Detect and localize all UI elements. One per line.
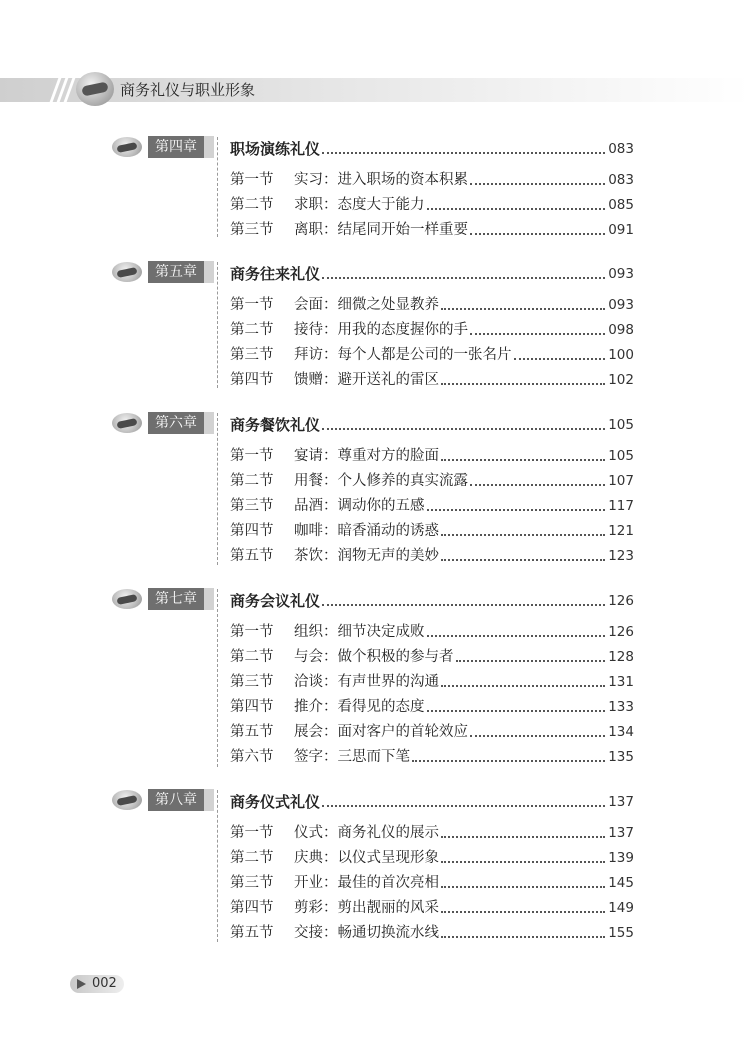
page-number: 126	[608, 593, 634, 609]
footer-page-number: 002	[92, 976, 117, 991]
page-number: 098	[608, 322, 634, 338]
section-number: 第二节	[230, 649, 274, 665]
dashed-divider	[217, 137, 218, 237]
section-number: 第一节	[230, 172, 274, 188]
section-number: 第五节	[230, 724, 274, 740]
section-title: 宴请：尊重对方的脸面	[294, 448, 439, 464]
leader-dots	[456, 660, 606, 662]
toc-entry-chapter[interactable]	[230, 262, 634, 284]
page-number: 139	[608, 850, 634, 866]
page-number: 100	[608, 347, 634, 363]
page-number: 131	[608, 674, 634, 690]
chapter-badge-bar	[204, 588, 214, 610]
toc-entry-section[interactable]	[230, 218, 634, 240]
section-title: 馈赠：避开送礼的雷区	[294, 372, 439, 388]
leader-dots	[427, 509, 606, 511]
section-title: 拜访：每个人都是公司的一张名片	[294, 347, 512, 363]
section-title: 品酒：调动你的五感	[294, 498, 425, 514]
page-number: 137	[608, 794, 634, 810]
leader-dots	[470, 333, 605, 335]
page-number: 149	[608, 900, 634, 916]
chapter-title: 商务往来礼仪	[230, 265, 321, 283]
toc-entry-section[interactable]	[230, 921, 634, 943]
page-number: 123	[608, 548, 634, 564]
section-title: 实习：进入职场的资本积累	[294, 172, 468, 188]
section-number: 第三节	[230, 498, 274, 514]
section-title: 剪彩：剪出靓丽的风采	[294, 900, 439, 916]
toc-entry-section[interactable]	[230, 318, 634, 340]
section-title: 展会：面对客户的首轮效应	[294, 724, 468, 740]
handshake-icon	[112, 137, 142, 157]
leader-dots	[441, 383, 605, 385]
toc-entry-section[interactable]	[230, 444, 634, 466]
leader-dots	[441, 534, 605, 536]
leader-dots	[441, 836, 605, 838]
toc-entry-section[interactable]	[230, 544, 634, 566]
leader-dots	[441, 459, 605, 461]
page-number: 145	[608, 875, 634, 891]
book-title: 商务礼仪与职业形象	[120, 81, 256, 99]
toc-entry-chapter[interactable]	[230, 413, 634, 435]
leader-dots	[322, 604, 605, 606]
dashed-divider	[217, 790, 218, 942]
section-title: 仪式：商务礼仪的展示	[294, 825, 439, 841]
section-title: 庆典：以仪式呈现形象	[294, 850, 439, 866]
dashed-divider	[217, 413, 218, 565]
page-number: 126	[608, 624, 634, 640]
section-number: 第一节	[230, 297, 274, 313]
toc-entry-section[interactable]	[230, 846, 634, 868]
page-number: 133	[608, 699, 634, 715]
section-number: 第四节	[230, 900, 274, 916]
section-title: 求职：态度大于能力	[294, 197, 425, 213]
section-number: 第四节	[230, 523, 274, 539]
toc-entry-section[interactable]	[230, 871, 634, 893]
section-number: 第三节	[230, 674, 274, 690]
chapter-title: 职场演练礼仪	[230, 140, 321, 158]
chapter-badge-bar	[204, 412, 214, 434]
page-number: 121	[608, 523, 634, 539]
chapter-badge: 第七章	[148, 588, 204, 610]
leader-dots	[441, 559, 605, 561]
handshake-logo-icon	[76, 72, 114, 106]
page-number: 105	[608, 417, 634, 433]
handshake-icon	[112, 262, 142, 282]
leader-dots	[322, 805, 605, 807]
page-number: 105	[608, 448, 634, 464]
section-number: 第二节	[230, 473, 274, 489]
section-title: 组织：细节决定成败	[294, 624, 425, 640]
page-number: 093	[608, 297, 634, 313]
section-title: 离职：结尾同开始一样重要	[294, 222, 468, 238]
leader-dots	[322, 277, 605, 279]
page-number: 135	[608, 749, 634, 765]
toc-entry-section[interactable]	[230, 168, 634, 190]
toc-entry-section[interactable]	[230, 494, 634, 516]
page-number: 134	[608, 724, 634, 740]
running-header	[0, 72, 750, 106]
page-number-pill	[70, 975, 124, 993]
toc-entry-section[interactable]	[230, 670, 634, 692]
toc-entry-section[interactable]	[230, 745, 634, 767]
section-title: 茶饮：润物无声的美妙	[294, 548, 439, 564]
section-number: 第五节	[230, 548, 274, 564]
leader-dots	[441, 886, 605, 888]
handshake-icon	[112, 413, 142, 433]
section-title: 用餐：个人修养的真实流露	[294, 473, 468, 489]
toc-entry-section[interactable]	[230, 469, 634, 491]
toc-entry-section[interactable]	[230, 821, 634, 843]
chapter-title: 商务餐饮礼仪	[230, 416, 321, 434]
section-title: 咖啡：暗香涌动的诱惑	[294, 523, 439, 539]
section-number: 第三节	[230, 875, 274, 891]
section-number: 第二节	[230, 850, 274, 866]
toc-entry-section[interactable]	[230, 620, 634, 642]
toc-entry-chapter[interactable]	[230, 790, 634, 812]
page-number: 155	[608, 925, 634, 941]
leader-dots	[441, 685, 605, 687]
section-number: 第六节	[230, 749, 274, 765]
toc-entry-section[interactable]	[230, 293, 634, 315]
page-number: 093	[608, 266, 634, 282]
leader-dots	[441, 861, 605, 863]
toc-entry-section[interactable]	[230, 645, 634, 667]
play-triangle-icon	[77, 979, 86, 989]
chapter-badge-bar	[204, 261, 214, 283]
leader-dots	[427, 635, 606, 637]
leader-dots	[441, 936, 605, 938]
section-number: 第二节	[230, 197, 274, 213]
section-title: 接待：用我的态度握你的手	[294, 322, 468, 338]
leader-dots	[470, 484, 605, 486]
page-number: 102	[608, 372, 634, 388]
toc-entry-section[interactable]	[230, 720, 634, 742]
section-number: 第三节	[230, 222, 274, 238]
section-number: 第五节	[230, 925, 274, 941]
leader-dots	[322, 152, 605, 154]
leader-dots	[514, 358, 606, 360]
chapter-badge: 第四章	[148, 136, 204, 158]
leader-dots	[470, 183, 605, 185]
page-number: 117	[608, 498, 634, 514]
chapter-badge: 第五章	[148, 261, 204, 283]
chapter-badge: 第八章	[148, 789, 204, 811]
page-number: 128	[608, 649, 634, 665]
page-number: 085	[608, 197, 634, 213]
section-number: 第一节	[230, 825, 274, 841]
page-number: 083	[608, 172, 634, 188]
leader-dots	[322, 428, 605, 430]
leader-dots	[412, 760, 605, 762]
section-title: 洽谈：有声世界的沟通	[294, 674, 439, 690]
leader-dots	[441, 308, 605, 310]
toc-entry-section[interactable]	[230, 695, 634, 717]
chapter-title: 商务仪式礼仪	[230, 793, 321, 811]
toc-entry-chapter[interactable]	[230, 137, 634, 159]
leader-dots	[441, 911, 605, 913]
leader-dots	[470, 233, 605, 235]
section-number: 第四节	[230, 699, 274, 715]
leader-dots	[427, 208, 606, 210]
section-number: 第四节	[230, 372, 274, 388]
dashed-divider	[217, 262, 218, 388]
toc-entry-section[interactable]	[230, 193, 634, 215]
page-number: 107	[608, 473, 634, 489]
toc-entry-section[interactable]	[230, 896, 634, 918]
section-title: 会面：细微之处显教养	[294, 297, 439, 313]
toc-entry-section[interactable]	[230, 519, 634, 541]
leader-dots	[470, 735, 605, 737]
section-title: 签字：三思而下笔	[294, 749, 410, 765]
toc-entry-section[interactable]	[230, 343, 634, 365]
chapter-badge-bar	[204, 789, 214, 811]
dashed-divider	[217, 589, 218, 767]
section-number: 第一节	[230, 624, 274, 640]
leader-dots	[427, 710, 606, 712]
chapter-title: 商务会议礼仪	[230, 592, 321, 610]
page-number: 091	[608, 222, 634, 238]
chapter-badge-bar	[204, 136, 214, 158]
handshake-icon	[112, 589, 142, 609]
section-number: 第一节	[230, 448, 274, 464]
section-title: 与会：做个积极的参与者	[294, 649, 454, 665]
toc-entry-chapter[interactable]	[230, 589, 634, 611]
section-title: 交接：畅通切换流水线	[294, 925, 439, 941]
chapter-badge: 第六章	[148, 412, 204, 434]
section-title: 推介：看得见的态度	[294, 699, 425, 715]
section-number: 第三节	[230, 347, 274, 363]
handshake-icon	[112, 790, 142, 810]
toc-entry-section[interactable]	[230, 368, 634, 390]
section-title: 开业：最佳的首次亮相	[294, 875, 439, 891]
page-number: 137	[608, 825, 634, 841]
section-number: 第二节	[230, 322, 274, 338]
page-number: 083	[608, 141, 634, 157]
